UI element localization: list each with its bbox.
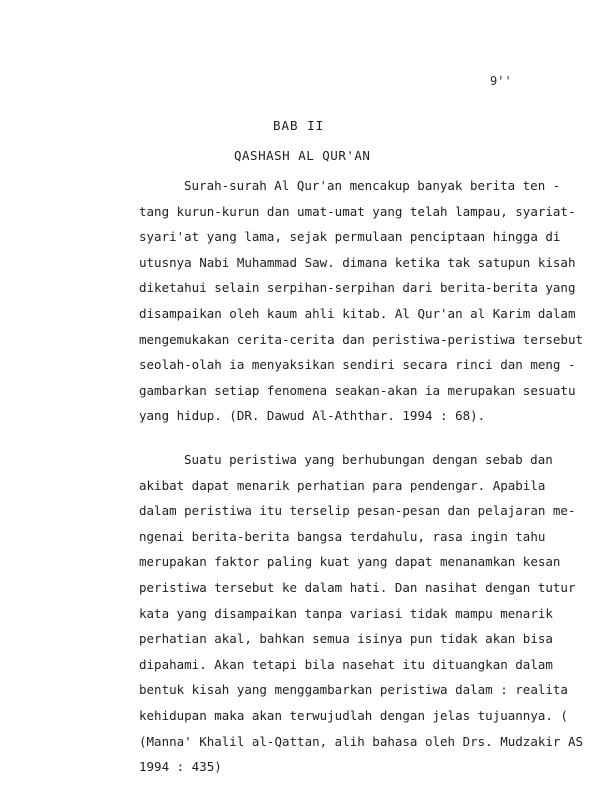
paragraph-line: Suatu peristiwa yang berhubungan dengan sebab dan: [184, 452, 553, 467]
paragraph-line: 1994 : 435): [139, 759, 222, 775]
paragraph-line: (Manna' Khalil al-Qattan, alih bahasa oleh Drs. Mudzakir AS: [139, 733, 584, 749]
paragraph-line: kehidupan maka akan terwujudlah dengan jelas tujuannya. (: [139, 707, 568, 723]
paragraph-line: ngenai berita-berita bangsa terdahulu, rasa ingin tahu: [139, 528, 546, 544]
chapter-title: QASHASH AL QUR'AN: [234, 148, 371, 163]
paragraph-line: utusnya Nabi Muhammad Saw. dimana ketika tak satupun kisah: [139, 254, 576, 270]
paragraph-line: bentuk kisah yang menggambarkan peristiwa dalam : realita: [139, 682, 568, 698]
paragraph-line: dipahami. Akan tetapi bila nasehat itu dituangkan dalam: [139, 656, 553, 672]
paragraph-line: akibat dapat menarik perhatian para pendengar. Apabila: [139, 477, 546, 493]
page-number: 9'': [490, 74, 512, 88]
paragraph-line: seolah-olah ia menyaksikan sendiri secara rinci dan meng -: [139, 357, 576, 373]
chapter-label: BAB II: [273, 118, 325, 133]
paragraph-line: gambarkan setiap fenomena seakan-akan ia merupakan sesuatu: [139, 382, 576, 398]
paragraph-1: [139, 173, 584, 429]
paragraph-line: syari'at yang lama, sejak permulaan penciptaan hingga di: [139, 229, 561, 245]
paragraph-line: Surah-surah Al Qur'an mencakup banyak berita ten -: [184, 178, 561, 193]
paragraph-line: yang hidup. (DR. Dawud Al-Aththar. 1994 : 68).: [139, 408, 486, 424]
paragraph-line: tang kurun-kurun dan umat-umat yang telah lampau, syariat-: [139, 203, 576, 219]
paragraph-line: mengemukakan cerita-cerita dan peristiwa-peristiwa tersebut: [139, 331, 584, 347]
paragraph-2: [139, 447, 584, 780]
paragraph-line: disampaikan oleh kaum ahli kitab. Al Qur'an al Karim dalam: [139, 305, 576, 321]
paragraph-line: diketahui selain serpihan-serpihan dari berita-berita yang: [139, 280, 576, 296]
paragraph-line: dalam peristiwa itu terselip pesan-pesan dan pelajaran me-: [139, 503, 576, 519]
paragraph-line: perhatian akal, bahkan semua isinya pun tidak akan bisa: [139, 631, 553, 647]
paragraph-line: kata yang disampaikan tanpa variasi tidak mampu menarik: [139, 605, 553, 621]
paragraph-line: merupakan faktor paling kuat yang dapat menanamkan kesan: [139, 554, 561, 570]
paragraph-line: peristiwa tersebut ke dalam hati. Dan nasihat dengan tutur: [139, 579, 576, 595]
